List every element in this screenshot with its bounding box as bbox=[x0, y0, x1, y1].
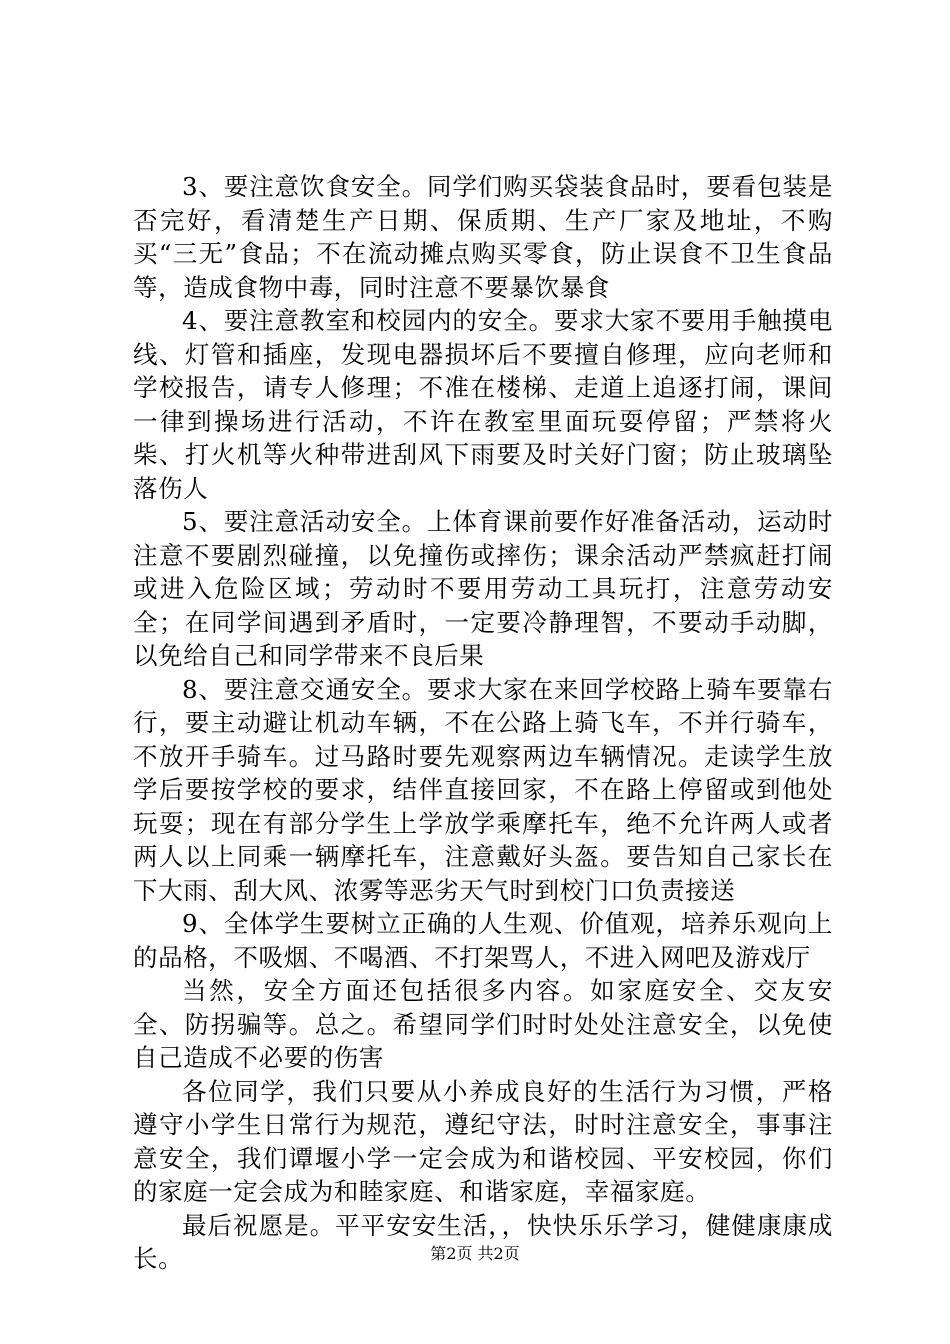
paragraph-classroom-safety: 4、要注意教室和校园内的安全。要求大家不要用手触摸电线、灯管和插座，发现电器损坏后不要擅自修理，应向老师和学校报告，请专人修理；不准在楼梯、走道上追逐打闹，课间一律到操场进行活动，不许在教室里面玩耍停留；严禁将火柴、打火机等火种带进刮风下雨要及时关好门窗；防止玻璃坠落伤人 bbox=[133, 306, 833, 503]
paragraph-values: 9、全体学生要树立正确的人生观、价值观，培养乐观向上的品格，不吸烟、不喝酒、不打架骂人，不进入网吧及游戏厅 bbox=[133, 909, 833, 972]
page-number-footer: 第2页 共2页 bbox=[430, 1244, 520, 1263]
document-body bbox=[133, 170, 833, 1276]
paragraph-closing-wishes: 最后祝愿是。平平安安生活，，快快乐乐学习，健健康康成长。 bbox=[133, 1210, 833, 1273]
paragraph-activity-safety: 5、要注意活动安全。上体育课前要作好准备活动，运动时注意不要剧烈碰撞，以免撞伤或摔伤；课余活动严禁疯赶打闹或进入危险区域；劳动时不要用劳动工具玩打，注意劳动安全；在同学间遇到矛盾时，一定要冷静理智，不要动手动脚，以免给自己和同学带来不良后果 bbox=[133, 507, 833, 670]
paragraph-other-safety: 当然，安全方面还包括很多内容。如家庭安全、交友安全、防拐骗等。总之。希望同学们时时处处注意安全，以免使自己造成不必要的伤害 bbox=[133, 976, 833, 1072]
paragraph-good-habits: 各位同学，我们只要从小养成良好的生活行为习惯，严格遵守小学生日常行为规范，遵纪守法，时时注意安全，事事注意安全，我们谭堰小学一定会成为和谐校园、平安校园，你们的家庭一定会成为和睦家庭、和谐家庭，幸福家庭。 bbox=[133, 1076, 833, 1206]
paragraph-traffic-safety: 8、要注意交通安全。要求大家在来回学校路上骑车要靠右行，要主动避让机动车辆，不在公路上骑飞车，不并行骑车，不放开手骑车。过马路时要先观察两边车辆情况。走读学生放学后要按学校的要求，结伴直接回家，不在路上停留或到他处玩耍；现在有部分学生上学放学乘摩托车，绝不允许两人或者两人以上同乘一辆摩托车，注意戴好头盔。要告知自己家长在下大雨、刮大风、浓雾等恶劣天气时到校门口负责接送 bbox=[133, 674, 833, 905]
paragraph-food-safety: 3、要注意饮食安全。同学们购买袋装食品时，要看包装是否完好，看清楚生产日期、保质期、生产厂家及地址，不购买“三无”食品；不在流动摊点购买零食，防止误食不卫生食品等，造成食物中毒，同时注意不要暴饮暴食 bbox=[133, 172, 833, 302]
